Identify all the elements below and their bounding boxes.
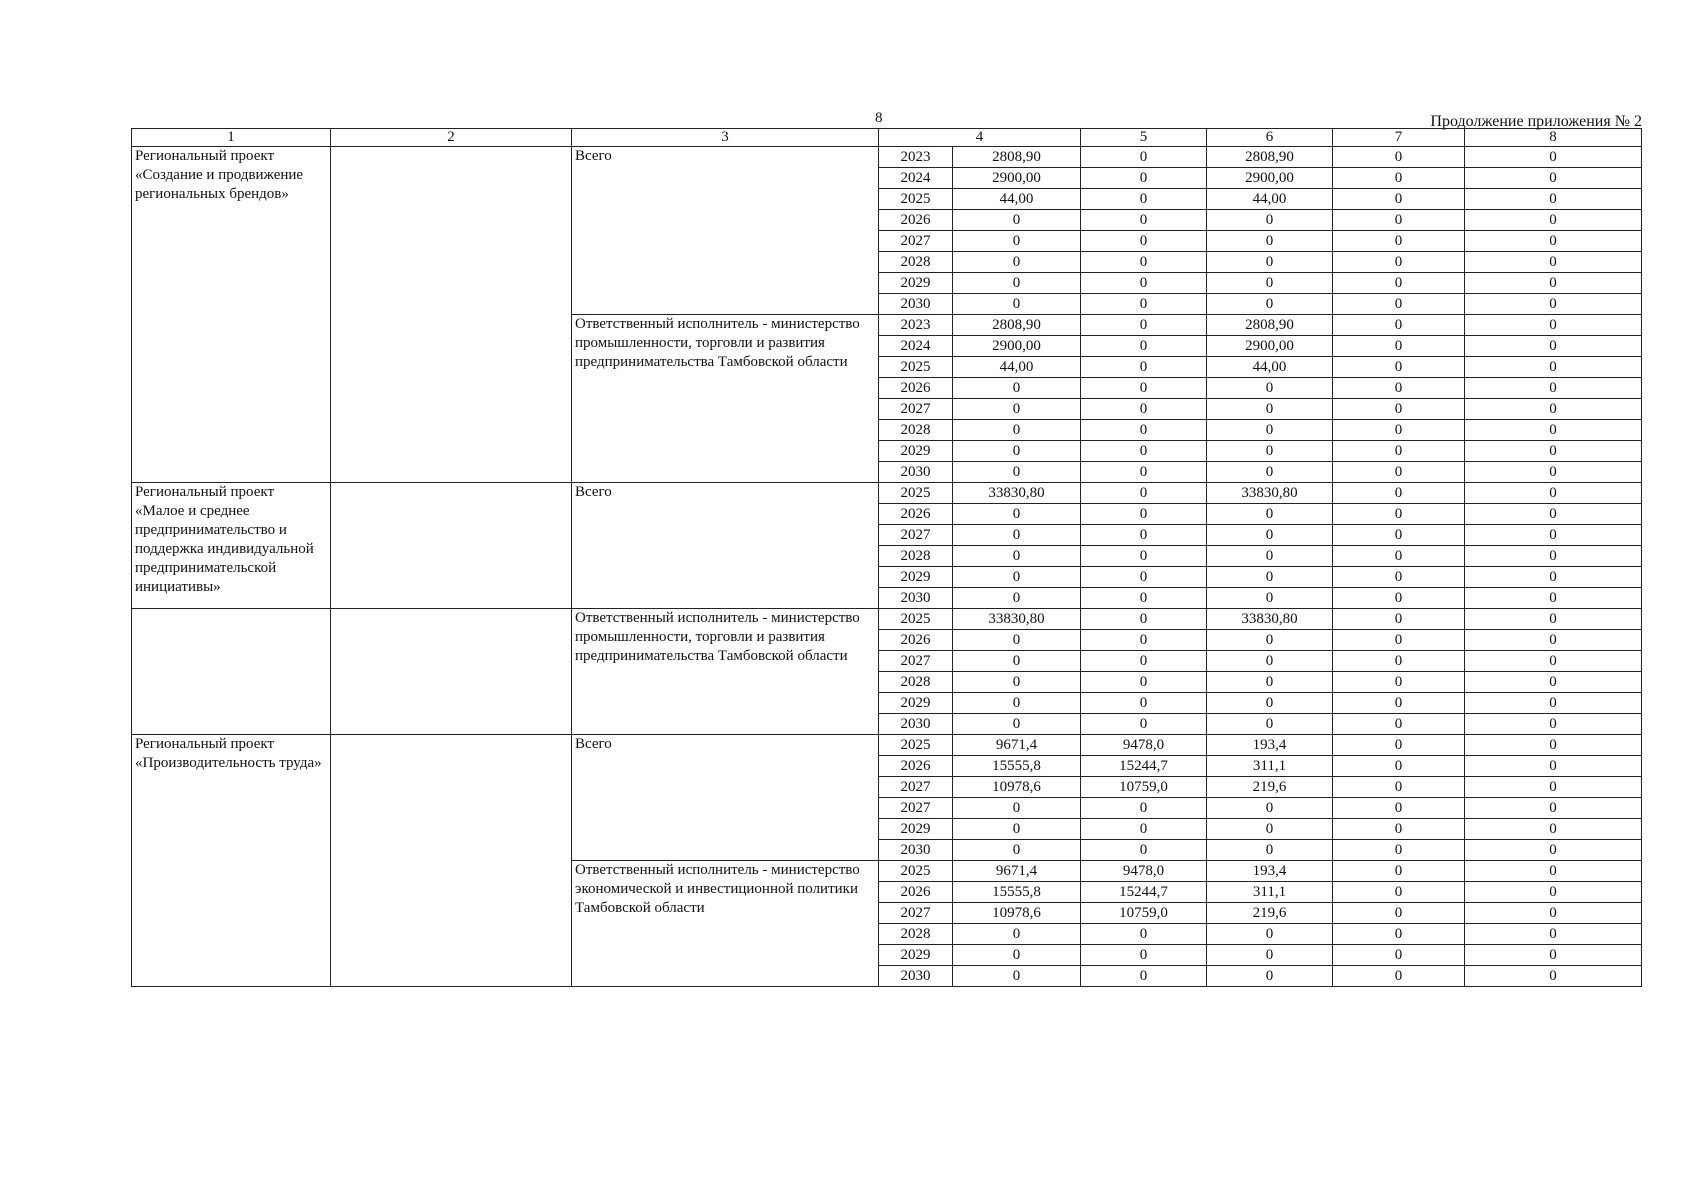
other-sources-cell: 0: [1465, 693, 1642, 714]
project-name-cell: Региональный проект «Создание и продвижение региональных брендов»: [132, 147, 331, 483]
other-sources-cell: 0: [1465, 546, 1642, 567]
regional-budget-cell: 2900,00: [1207, 168, 1333, 189]
other-sources-cell: 0: [1465, 819, 1642, 840]
year-cell: 2023: [879, 147, 953, 168]
other-sources-cell: 0: [1465, 777, 1642, 798]
regional-budget-cell: 33830,80: [1207, 483, 1333, 504]
local-budget-cell: 0: [1333, 210, 1465, 231]
regional-budget-cell: 0: [1207, 672, 1333, 693]
total-amount-cell: 0: [953, 441, 1081, 462]
other-sources-cell: 0: [1465, 315, 1642, 336]
year-cell: 2025: [879, 735, 953, 756]
project-name-cell: Региональный проект «Малое и среднее предпринимательство и поддержка индивидуальной предпринимательской инициативы»: [132, 483, 331, 609]
other-sources-cell: 0: [1465, 525, 1642, 546]
regional-budget-cell: 0: [1207, 546, 1333, 567]
local-budget-cell: 0: [1333, 147, 1465, 168]
year-cell: 2026: [879, 504, 953, 525]
federal-budget-cell: 0: [1081, 357, 1207, 378]
table-row: [132, 609, 1642, 630]
local-budget-cell: 0: [1333, 546, 1465, 567]
regional-budget-cell: 44,00: [1207, 357, 1333, 378]
regional-budget-cell: 0: [1207, 294, 1333, 315]
other-sources-cell: 0: [1465, 588, 1642, 609]
local-budget-cell: 0: [1333, 441, 1465, 462]
project-name-cell: [132, 609, 331, 735]
total-amount-cell: 2808,90: [953, 147, 1081, 168]
local-budget-cell: 0: [1333, 798, 1465, 819]
regional-budget-cell: 0: [1207, 210, 1333, 231]
year-cell: 2025: [879, 861, 953, 882]
total-amount-cell: 15555,8: [953, 756, 1081, 777]
table-row: [132, 147, 1642, 168]
regional-budget-cell: 311,1: [1207, 882, 1333, 903]
other-sources-cell: 0: [1465, 420, 1642, 441]
total-amount-cell: 0: [953, 525, 1081, 546]
total-amount-cell: 10978,6: [953, 777, 1081, 798]
federal-budget-cell: 0: [1081, 693, 1207, 714]
column-2-cell: [331, 483, 572, 609]
year-cell: 2027: [879, 525, 953, 546]
other-sources-cell: 0: [1465, 924, 1642, 945]
other-sources-cell: 0: [1465, 273, 1642, 294]
regional-budget-cell: 0: [1207, 693, 1333, 714]
federal-budget-cell: 0: [1081, 252, 1207, 273]
local-budget-cell: 0: [1333, 714, 1465, 735]
year-cell: 2025: [879, 609, 953, 630]
local-budget-cell: 0: [1333, 966, 1465, 987]
year-cell: 2027: [879, 798, 953, 819]
federal-budget-cell: 0: [1081, 420, 1207, 441]
regional-budget-cell: 0: [1207, 840, 1333, 861]
local-budget-cell: 0: [1333, 294, 1465, 315]
column-header: 1: [132, 129, 331, 147]
year-cell: 2027: [879, 231, 953, 252]
budget-table: [131, 128, 1642, 987]
year-cell: 2023: [879, 315, 953, 336]
other-sources-cell: 0: [1465, 231, 1642, 252]
regional-budget-cell: 2808,90: [1207, 147, 1333, 168]
other-sources-cell: 0: [1465, 252, 1642, 273]
year-cell: 2028: [879, 252, 953, 273]
total-amount-cell: 0: [953, 504, 1081, 525]
federal-budget-cell: 0: [1081, 462, 1207, 483]
column-header: 4: [879, 129, 1081, 147]
total-amount-cell: 9671,4: [953, 861, 1081, 882]
column-2-cell: [331, 609, 572, 735]
local-budget-cell: 0: [1333, 651, 1465, 672]
other-sources-cell: 0: [1465, 882, 1642, 903]
year-cell: 2027: [879, 651, 953, 672]
other-sources-cell: 0: [1465, 147, 1642, 168]
year-cell: 2030: [879, 966, 953, 987]
year-cell: 2029: [879, 819, 953, 840]
local-budget-cell: 0: [1333, 882, 1465, 903]
total-amount-cell: 0: [953, 630, 1081, 651]
federal-budget-cell: 0: [1081, 546, 1207, 567]
year-cell: 2027: [879, 903, 953, 924]
local-budget-cell: 0: [1333, 630, 1465, 651]
federal-budget-cell: 0: [1081, 231, 1207, 252]
regional-budget-cell: 0: [1207, 714, 1333, 735]
other-sources-cell: 0: [1465, 483, 1642, 504]
federal-budget-cell: 0: [1081, 819, 1207, 840]
total-amount-cell: 0: [953, 567, 1081, 588]
regional-budget-cell: 0: [1207, 504, 1333, 525]
local-budget-cell: 0: [1333, 735, 1465, 756]
federal-budget-cell: 0: [1081, 294, 1207, 315]
federal-budget-cell: 0: [1081, 336, 1207, 357]
other-sources-cell: 0: [1465, 735, 1642, 756]
local-budget-cell: 0: [1333, 819, 1465, 840]
year-cell: 2030: [879, 462, 953, 483]
federal-budget-cell: 0: [1081, 210, 1207, 231]
regional-budget-cell: 0: [1207, 273, 1333, 294]
local-budget-cell: 0: [1333, 483, 1465, 504]
federal-budget-cell: 0: [1081, 630, 1207, 651]
year-cell: 2026: [879, 630, 953, 651]
total-amount-cell: 0: [953, 273, 1081, 294]
other-sources-cell: 0: [1465, 672, 1642, 693]
other-sources-cell: 0: [1465, 462, 1642, 483]
local-budget-cell: 0: [1333, 756, 1465, 777]
other-sources-cell: 0: [1465, 504, 1642, 525]
year-cell: 2024: [879, 336, 953, 357]
total-amount-cell: 0: [953, 945, 1081, 966]
regional-budget-cell: 0: [1207, 630, 1333, 651]
column-header: 6: [1207, 129, 1333, 147]
federal-budget-cell: 0: [1081, 966, 1207, 987]
total-amount-cell: 0: [953, 294, 1081, 315]
year-cell: 2029: [879, 441, 953, 462]
year-cell: 2028: [879, 546, 953, 567]
total-amount-cell: 0: [953, 420, 1081, 441]
page-number: 8: [875, 110, 883, 126]
local-budget-cell: 0: [1333, 336, 1465, 357]
regional-budget-cell: 2808,90: [1207, 315, 1333, 336]
regional-budget-cell: 0: [1207, 651, 1333, 672]
total-amount-cell: 0: [953, 714, 1081, 735]
federal-budget-cell: 0: [1081, 798, 1207, 819]
other-sources-cell: 0: [1465, 294, 1642, 315]
regional-budget-cell: 193,4: [1207, 861, 1333, 882]
local-budget-cell: 0: [1333, 273, 1465, 294]
year-cell: 2029: [879, 945, 953, 966]
total-amount-cell: 0: [953, 378, 1081, 399]
regional-budget-cell: 311,1: [1207, 756, 1333, 777]
funding-source-cell: Всего: [572, 735, 879, 861]
local-budget-cell: 0: [1333, 357, 1465, 378]
total-amount-cell: 0: [953, 546, 1081, 567]
federal-budget-cell: 0: [1081, 483, 1207, 504]
other-sources-cell: 0: [1465, 441, 1642, 462]
federal-budget-cell: 0: [1081, 945, 1207, 966]
other-sources-cell: 0: [1465, 609, 1642, 630]
total-amount-cell: 44,00: [953, 189, 1081, 210]
regional-budget-cell: 0: [1207, 378, 1333, 399]
local-budget-cell: 0: [1333, 189, 1465, 210]
table-body: [132, 147, 1642, 987]
federal-budget-cell: 0: [1081, 924, 1207, 945]
federal-budget-cell: 0: [1081, 399, 1207, 420]
total-amount-cell: 15555,8: [953, 882, 1081, 903]
table-row: [132, 735, 1642, 756]
year-cell: 2027: [879, 777, 953, 798]
year-cell: 2026: [879, 210, 953, 231]
local-budget-cell: 0: [1333, 420, 1465, 441]
regional-budget-cell: 193,4: [1207, 735, 1333, 756]
column-header: 2: [331, 129, 572, 147]
regional-budget-cell: 0: [1207, 966, 1333, 987]
local-budget-cell: 0: [1333, 672, 1465, 693]
federal-budget-cell: 0: [1081, 378, 1207, 399]
table-row: [132, 483, 1642, 504]
total-amount-cell: 0: [953, 819, 1081, 840]
other-sources-cell: 0: [1465, 714, 1642, 735]
regional-budget-cell: 219,6: [1207, 777, 1333, 798]
year-cell: 2026: [879, 882, 953, 903]
funding-source-cell: Ответственный исполнитель - министерство промышленности, торговли и развития предпринимательства Тамбовской области: [572, 609, 879, 735]
federal-budget-cell: 0: [1081, 714, 1207, 735]
total-amount-cell: 0: [953, 462, 1081, 483]
other-sources-cell: 0: [1465, 168, 1642, 189]
regional-budget-cell: 0: [1207, 420, 1333, 441]
federal-budget-cell: 0: [1081, 273, 1207, 294]
total-amount-cell: 44,00: [953, 357, 1081, 378]
total-amount-cell: 0: [953, 588, 1081, 609]
column-header: 8: [1465, 129, 1642, 147]
federal-budget-cell: 0: [1081, 609, 1207, 630]
local-budget-cell: 0: [1333, 840, 1465, 861]
regional-budget-cell: 0: [1207, 462, 1333, 483]
federal-budget-cell: 0: [1081, 168, 1207, 189]
other-sources-cell: 0: [1465, 966, 1642, 987]
year-cell: 2030: [879, 294, 953, 315]
regional-budget-cell: 0: [1207, 252, 1333, 273]
year-cell: 2025: [879, 189, 953, 210]
federal-budget-cell: 0: [1081, 840, 1207, 861]
regional-budget-cell: 0: [1207, 567, 1333, 588]
federal-budget-cell: 0: [1081, 315, 1207, 336]
local-budget-cell: 0: [1333, 588, 1465, 609]
total-amount-cell: 0: [953, 210, 1081, 231]
year-cell: 2030: [879, 588, 953, 609]
year-cell: 2030: [879, 714, 953, 735]
other-sources-cell: 0: [1465, 210, 1642, 231]
total-amount-cell: 0: [953, 840, 1081, 861]
other-sources-cell: 0: [1465, 840, 1642, 861]
local-budget-cell: 0: [1333, 924, 1465, 945]
total-amount-cell: 2900,00: [953, 168, 1081, 189]
year-cell: 2028: [879, 672, 953, 693]
other-sources-cell: 0: [1465, 357, 1642, 378]
total-amount-cell: 0: [953, 693, 1081, 714]
local-budget-cell: 0: [1333, 861, 1465, 882]
column-2-cell: [331, 147, 572, 483]
year-cell: 2029: [879, 567, 953, 588]
other-sources-cell: 0: [1465, 756, 1642, 777]
local-budget-cell: 0: [1333, 315, 1465, 336]
column-header: 3: [572, 129, 879, 147]
funding-source-cell: Всего: [572, 147, 879, 315]
other-sources-cell: 0: [1465, 861, 1642, 882]
regional-budget-cell: 219,6: [1207, 903, 1333, 924]
federal-budget-cell: 0: [1081, 504, 1207, 525]
total-amount-cell: 0: [953, 924, 1081, 945]
other-sources-cell: 0: [1465, 798, 1642, 819]
funding-source-cell: Ответственный исполнитель - министерство экономической и инвестиционной политики Тамбовской области: [572, 861, 879, 987]
total-amount-cell: 10978,6: [953, 903, 1081, 924]
local-budget-cell: 0: [1333, 567, 1465, 588]
column-header: 7: [1333, 129, 1465, 147]
local-budget-cell: 0: [1333, 252, 1465, 273]
total-amount-cell: 0: [953, 651, 1081, 672]
total-amount-cell: 2808,90: [953, 315, 1081, 336]
federal-budget-cell: 0: [1081, 189, 1207, 210]
year-cell: 2026: [879, 378, 953, 399]
federal-budget-cell: 9478,0: [1081, 735, 1207, 756]
funding-source-cell: Ответственный исполнитель - министерство промышленности, торговли и развития предпринимательства Тамбовской области: [572, 315, 879, 483]
local-budget-cell: 0: [1333, 399, 1465, 420]
regional-budget-cell: 0: [1207, 819, 1333, 840]
year-cell: 2026: [879, 756, 953, 777]
local-budget-cell: 0: [1333, 945, 1465, 966]
local-budget-cell: 0: [1333, 462, 1465, 483]
year-cell: 2028: [879, 420, 953, 441]
federal-budget-cell: 0: [1081, 588, 1207, 609]
total-amount-cell: 0: [953, 399, 1081, 420]
year-cell: 2025: [879, 483, 953, 504]
project-name-cell: Региональный проект «Производительность труда»: [132, 735, 331, 987]
other-sources-cell: 0: [1465, 903, 1642, 924]
other-sources-cell: 0: [1465, 399, 1642, 420]
federal-budget-cell: 15244,7: [1081, 882, 1207, 903]
regional-budget-cell: 0: [1207, 588, 1333, 609]
continuation-note: Продолжение приложения № 2: [1430, 113, 1642, 130]
federal-budget-cell: 0: [1081, 672, 1207, 693]
other-sources-cell: 0: [1465, 567, 1642, 588]
local-budget-cell: 0: [1333, 168, 1465, 189]
column-header: 5: [1081, 129, 1207, 147]
other-sources-cell: 0: [1465, 189, 1642, 210]
year-cell: 2030: [879, 840, 953, 861]
regional-budget-cell: 0: [1207, 798, 1333, 819]
local-budget-cell: 0: [1333, 777, 1465, 798]
year-cell: 2029: [879, 693, 953, 714]
federal-budget-cell: 0: [1081, 525, 1207, 546]
local-budget-cell: 0: [1333, 609, 1465, 630]
total-amount-cell: 33830,80: [953, 609, 1081, 630]
regional-budget-cell: 0: [1207, 231, 1333, 252]
year-cell: 2027: [879, 399, 953, 420]
total-amount-cell: 33830,80: [953, 483, 1081, 504]
total-amount-cell: 2900,00: [953, 336, 1081, 357]
regional-budget-cell: 0: [1207, 924, 1333, 945]
total-amount-cell: 0: [953, 798, 1081, 819]
column-number-row: [132, 129, 1642, 147]
other-sources-cell: 0: [1465, 651, 1642, 672]
year-cell: 2029: [879, 273, 953, 294]
local-budget-cell: 0: [1333, 504, 1465, 525]
federal-budget-cell: 0: [1081, 567, 1207, 588]
column-2-cell: [331, 735, 572, 987]
regional-budget-cell: 0: [1207, 525, 1333, 546]
local-budget-cell: 0: [1333, 231, 1465, 252]
other-sources-cell: 0: [1465, 630, 1642, 651]
local-budget-cell: 0: [1333, 525, 1465, 546]
other-sources-cell: 0: [1465, 378, 1642, 399]
federal-budget-cell: 0: [1081, 441, 1207, 462]
total-amount-cell: 9671,4: [953, 735, 1081, 756]
local-budget-cell: 0: [1333, 693, 1465, 714]
regional-budget-cell: 0: [1207, 441, 1333, 462]
federal-budget-cell: 0: [1081, 147, 1207, 168]
federal-budget-cell: 10759,0: [1081, 777, 1207, 798]
total-amount-cell: 0: [953, 672, 1081, 693]
federal-budget-cell: 15244,7: [1081, 756, 1207, 777]
regional-budget-cell: 0: [1207, 945, 1333, 966]
federal-budget-cell: 0: [1081, 651, 1207, 672]
year-cell: 2028: [879, 924, 953, 945]
year-cell: 2025: [879, 357, 953, 378]
total-amount-cell: 0: [953, 231, 1081, 252]
year-cell: 2024: [879, 168, 953, 189]
federal-budget-cell: 9478,0: [1081, 861, 1207, 882]
total-amount-cell: 0: [953, 252, 1081, 273]
regional-budget-cell: 33830,80: [1207, 609, 1333, 630]
regional-budget-cell: 2900,00: [1207, 336, 1333, 357]
funding-source-cell: Всего: [572, 483, 879, 609]
total-amount-cell: 0: [953, 966, 1081, 987]
local-budget-cell: 0: [1333, 903, 1465, 924]
regional-budget-cell: 44,00: [1207, 189, 1333, 210]
other-sources-cell: 0: [1465, 336, 1642, 357]
regional-budget-cell: 0: [1207, 399, 1333, 420]
local-budget-cell: 0: [1333, 378, 1465, 399]
other-sources-cell: 0: [1465, 945, 1642, 966]
federal-budget-cell: 10759,0: [1081, 903, 1207, 924]
